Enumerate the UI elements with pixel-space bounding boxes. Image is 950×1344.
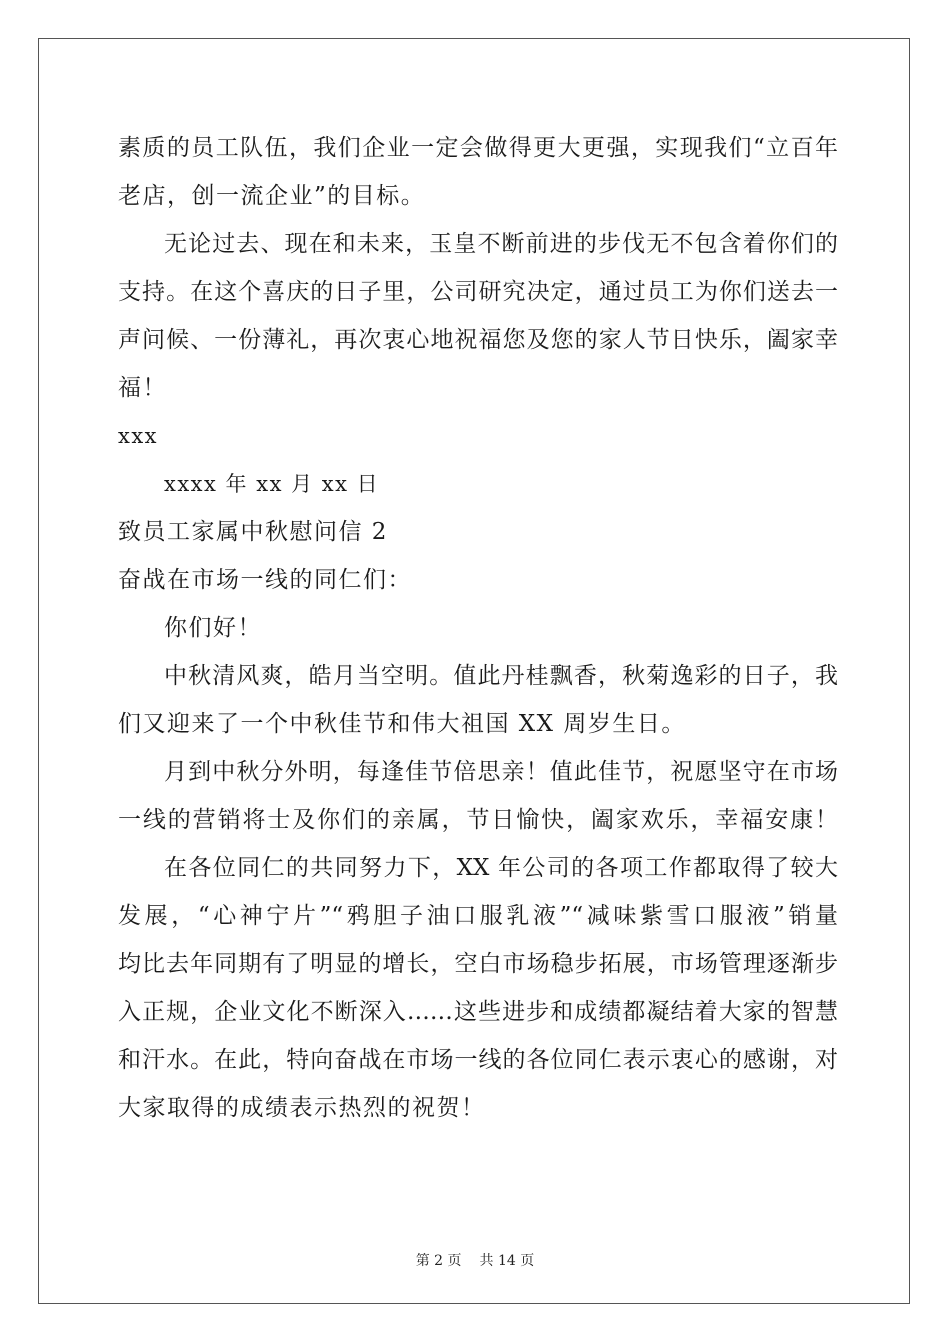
body-line: 大家取得的成绩表示热烈的祝贺！ [118,1095,486,1121]
body-line: 在各位同仁的共同努力下，XX 年公司的各项工作都取得了较大 [164,855,838,881]
body-line: 声问候、一份薄礼，再次衷心地祝福您及您的家人节日快乐，阖家幸 [118,327,838,353]
salutation: 奋战在市场一线的同仁们： [118,567,412,593]
body-line: 月到中秋分外明，每逢佳节倍思亲！值此佳节，祝愿坚守在市场 [164,759,838,785]
body-line: 均比去年同期有了明显的增长，空白市场稳步拓展，市场管理逐渐步 [118,951,838,977]
body-line: 素质的员工队伍，我们企业一定会做得更大更强，实现我们“立百年 [118,135,838,161]
document-body [118,124,838,1132]
signature-name: xxx [118,424,159,448]
body-line: 无论过去、现在和未来，玉皇不断前进的步伐无不包含着你们的 [164,231,838,257]
body-line: 福！ [118,375,167,401]
body-line: 入正规，企业文化不断深入……这些进步和成绩都凝结着大家的智慧 [118,999,838,1025]
signature-date: xxxx 年 xx 月 xx 日 [164,472,380,496]
page-total: 共 14 页 [479,1253,535,1269]
letter-title: 致员工家属中秋慰问信 2 [118,519,388,545]
page-number: 第 2 页 [415,1253,462,1269]
body-line: 和汗水。在此，特向奋战在市场一线的各位同仁表示衷心的感谢，对 [118,1047,838,1073]
body-line: 一线的营销将士及你们的亲属，节日愉快，阖家欢乐，幸福安康！ [118,807,838,833]
body-line: 们又迎来了一个中秋佳节和伟大祖国 XX 周岁生日。 [118,711,686,737]
body-line: 发展，“心神宁片”“鸦胆子油口服乳液”“减味紫雪口服液”销量 [118,903,838,929]
page-footer [0,1250,950,1270]
greeting: 你们好！ [164,615,262,641]
body-line: 中秋清风爽，皓月当空明。值此丹桂飘香，秋菊逸彩的日子，我 [164,663,838,689]
body-line: 老店，创一流企业”的目标。 [118,183,426,209]
body-line: 支持。在这个喜庆的日子里，公司研究决定，通过员工为你们送去一 [118,279,838,305]
